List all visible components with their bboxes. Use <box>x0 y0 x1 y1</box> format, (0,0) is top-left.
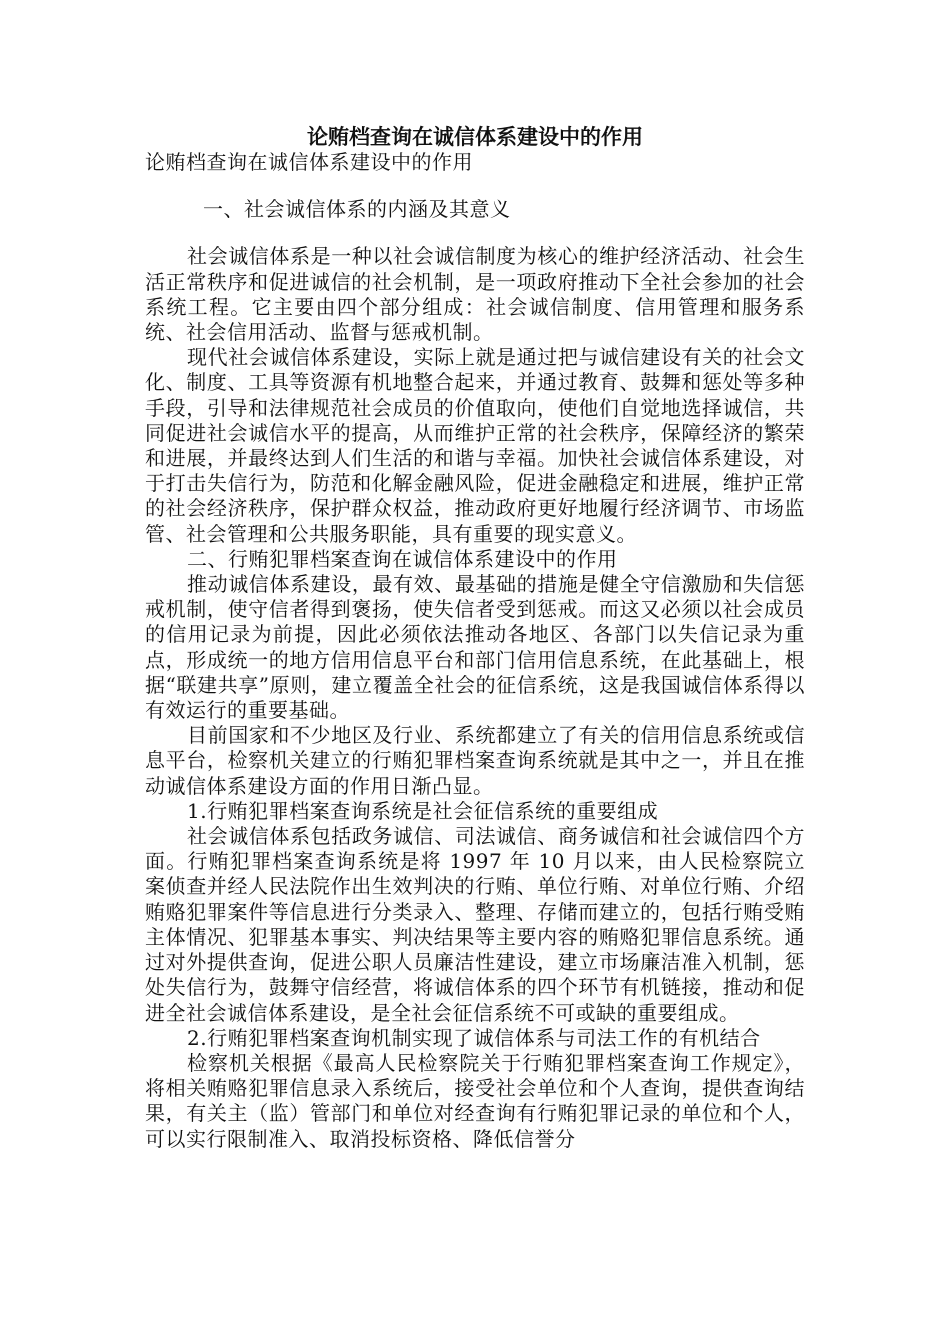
document-title: 论贿档查询在诚信体系建设中的作用 <box>307 124 643 149</box>
subsection-2-heading: 2.行贿犯罪档案查询机制实现了诚信体系与司法工作的有机结合 <box>187 1025 761 1050</box>
subsection-1-heading: 1.行贿犯罪档案查询系统是社会征信系统的重要组成 <box>187 798 659 823</box>
section-2-heading: 二、行贿犯罪档案查询在诚信体系建设中的作用 <box>187 546 618 571</box>
paragraph-3: 推动诚信体系建设，最有效、最基础的措施是健全守信激励和失信惩戒机制，使守信者得到褒扬，使失信者受到惩戒。而这又必须以社会成员的信用记录为前提，因此必须依法推动各地区、各部门以失信记录为重点，形成统一的地方信用信息平台和部门信用信息系统，在此基础上，根据“联建共享”原则，建立覆盖全社会的征信系统，这是我国诚信体系得以有效运行的重要基础。 <box>145 572 805 723</box>
document-subtitle: 论贿档查询在诚信体系建设中的作用 <box>145 150 473 174</box>
paragraph-2: 现代社会诚信体系建设，实际上就是通过把与诚信建设有关的社会文化、制度、工具等资源有机地整合起来，并通过教育、鼓舞和惩处等多种手段，引导和法律规范社会成员的价值取向，使他们自觉地选择诚信，共同促进社会诚信水平的提高，从而维护正常的社会秩序，保障经济的繁荣和进展，并最终达到人们生活的和谐与幸福。加快社会诚信体系建设，对于打击失信行为，防范和化解金融风险，促进金融稳定和进展，维护正常的社会经济秩序，保护群众权益，推动政府更好地履行经济调节、市场监管、社会管理和公共服务职能，具有重要的现实意义。 <box>145 345 805 546</box>
paragraph-6: 检察机关根据《最高人民检察院关于行贿犯罪档案查询工作规定》，将相关贿赂犯罪信息录入系统后，接受社会单位和个人查询，提供查询结果，有关主（监）管部门和单位对经查询有行贿犯罪记录的单位和个人，可以实行限制准入、取消投标资格、降低信誉分 <box>145 1050 805 1151</box>
paragraph-1: 社会诚信体系是一种以社会诚信制度为核心的维护经济活动、社会生活正常秩序和促进诚信的社会机制，是一项政府推动下全社会参加的社会系统工程。它主要由四个部分组成：社会诚信制度、信用管理和服务系统、社会信用活动、监督与惩戒机制。 <box>145 244 805 345</box>
paragraph-5: 社会诚信体系包括政务诚信、司法诚信、商务诚信和社会诚信四个方面。行贿犯罪档案查询系统是将 1997 年 10 月以来，由人民检察院立案侦查并经人民法院作出生效判决的行贿、单位行贿、对单位行贿、介绍贿赂犯罪案件等信息进行分类录入、整理、存储而建立的，包括行贿受贿主体情况、犯罪基本事实、判决结果等主要内容的贿赂犯罪信息系统。通过对外提供查询，促进公职人员廉洁性建设，建立市场廉洁准入机制，惩处失信行为，鼓舞守信经营，将诚信体系的四个环节有机链接，推动和促进全社会诚信体系建设，是全社会征信系统不可或缺的重要组成。 <box>145 824 805 1025</box>
section-1-heading: 一、社会诚信体系的内涵及其意义 <box>203 197 511 222</box>
paragraph-4: 目前国家和不少地区及行业、系统都建立了有关的信用信息系统或信息平台，检察机关建立的行贿犯罪档案查询系统就是其中之一，并且在推动诚信体系建设方面的作用日渐凸显。 <box>145 723 805 798</box>
document-body <box>145 150 805 1152</box>
